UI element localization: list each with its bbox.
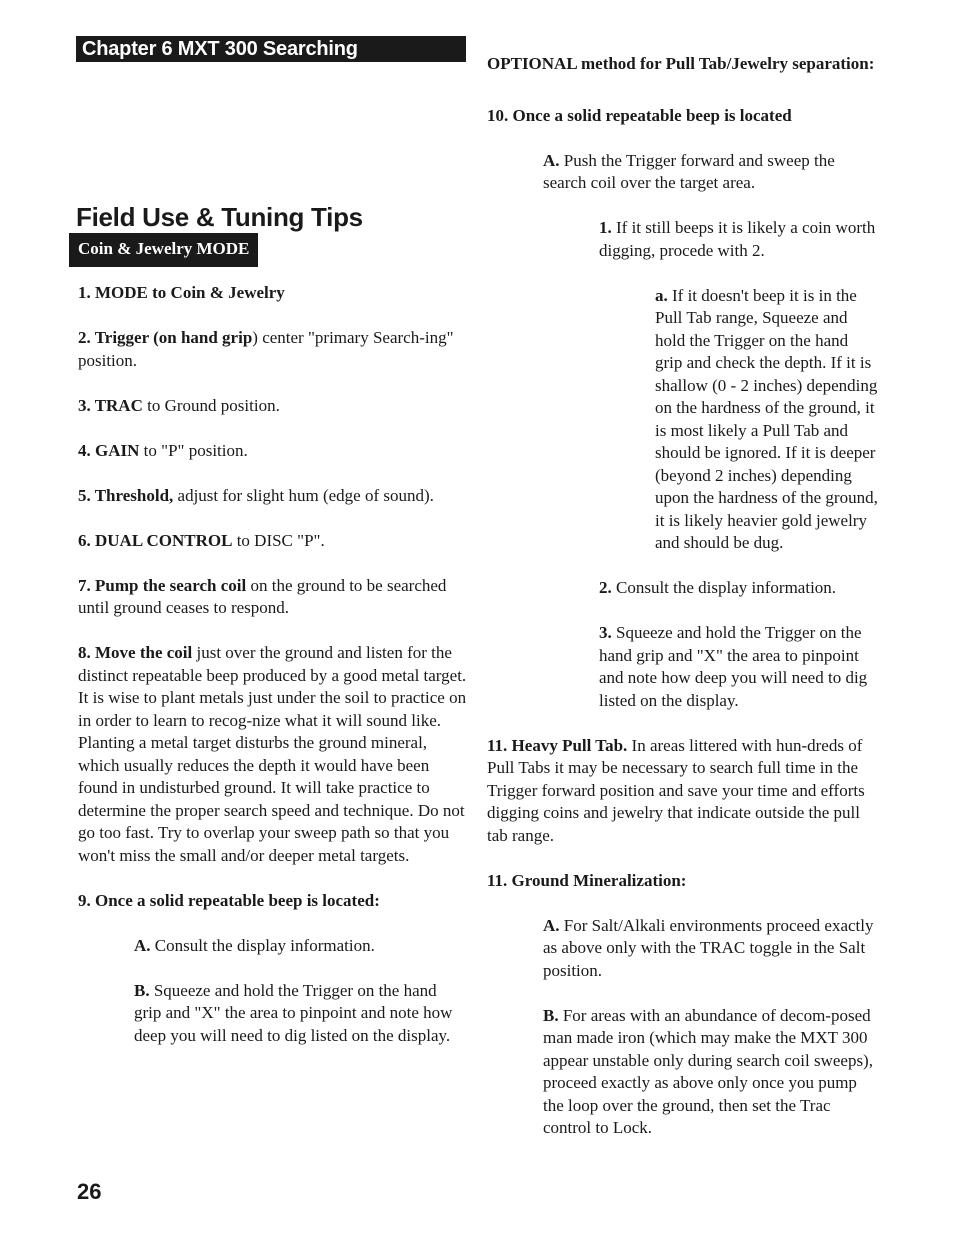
chapter-header: Chapter 6 MXT 300 Searching <box>76 36 466 62</box>
step-7-text: on the ground to be searched until ground ceases to respond. <box>78 575 447 617</box>
step-11g-a-label: A. <box>543 915 560 935</box>
optional-method-heading <box>487 53 879 76</box>
step-5-text: adjust for slight hum (edge of sound). <box>173 485 434 505</box>
step-9b-text: Squeeze and hold the Trigger on the hand grip and "X" the area to pinpoint and note how deep you will need to dig listed on the display. <box>134 980 453 1045</box>
step-11g-a <box>543 915 879 983</box>
step-10a-text: Push the Trigger forward and sweep the search coil over the target area. <box>543 150 835 192</box>
step-6-text: to DISC "P". <box>232 530 325 550</box>
step-6 <box>78 530 468 553</box>
step-1 <box>78 282 468 305</box>
step-10 <box>487 105 879 128</box>
step-10a-1a-label: a. <box>655 285 668 305</box>
step-11g-label: 11. Ground Mineralization: <box>487 870 687 890</box>
step-9a-label: A. <box>134 935 151 955</box>
step-10a-2-text: Consult the display information. <box>611 578 837 597</box>
step-4-text: to "P" position. <box>139 440 248 460</box>
step-10a-2-label: 2. <box>599 578 612 597</box>
step-11-text: In areas littered with hun-dreds of Pull Tabs it may be necessary to search full time in the Trigger forward position and save your time and efforts digging coins and jewelry that indicate outside the pull tab range. <box>487 735 865 845</box>
step-9a <box>134 935 468 958</box>
left-column <box>78 282 468 1070</box>
step-10-label: 10. Once a solid repeatable beep is located <box>487 105 792 125</box>
step-10a-2 <box>599 577 879 600</box>
step-10a-3-text: Squeeze and hold the Trigger on the hand grip and "X" the area to pinpoint and note how deep you will need to dig listed on the display. <box>599 623 868 710</box>
step-9a-text: Consult the display information. <box>150 935 375 955</box>
step-10a-1-label: 1. <box>599 218 612 237</box>
step-10a <box>543 150 879 195</box>
step-11g-b <box>543 1005 879 1140</box>
step-9b-label: B. <box>134 980 150 1000</box>
mode-badge: Coin & Jewelry MODE <box>69 233 258 267</box>
step-10a-label: A. <box>543 150 560 170</box>
step-3-label: 3. TRAC <box>78 395 143 415</box>
step-2-label: 2. Trigger (on hand grip <box>78 328 253 347</box>
optional-method-label: OPTIONAL method for Pull Tab/Jewelry separation: <box>487 54 875 73</box>
step-9-label: 9. Once a solid repeatable beep is located: <box>78 890 380 910</box>
step-11-ground-mineralization <box>487 870 879 893</box>
step-4 <box>78 440 468 463</box>
step-10a-3 <box>599 622 879 712</box>
step-11g-b-text: For areas with an abundance of decom-posed man made iron (which may make the MXT 300 appear unstable only during search coil sweeps), proceed exactly as above only once you pump the loop over the ground, then set the Trac control to Lock. <box>543 1005 873 1137</box>
step-5-label: 5. Threshold, <box>78 485 174 505</box>
step-8 <box>78 642 468 867</box>
step-11-heavy-pull-tab <box>487 735 879 848</box>
step-2-text: ) center "primary Search-ing" position. <box>78 328 454 370</box>
step-8-label: 8. Move the coil <box>78 643 193 662</box>
step-10a-1a <box>655 285 879 555</box>
right-column <box>487 53 879 1162</box>
step-11g-b-label: B. <box>543 1005 559 1025</box>
step-6-label: 6. DUAL CONTROL <box>78 530 233 550</box>
step-2 <box>78 327 468 372</box>
step-11-label: 11. Heavy Pull Tab. <box>487 735 628 755</box>
page-number: 26 <box>77 1179 102 1204</box>
step-10a-1 <box>599 217 879 262</box>
step-3 <box>78 395 468 418</box>
step-9 <box>78 890 468 913</box>
step-7-label: 7. Pump the search coil <box>78 575 247 595</box>
step-3-text: to Ground position. <box>142 395 280 415</box>
step-5 <box>78 485 468 508</box>
section-title: Field Use & Tuning Tips <box>76 202 363 232</box>
step-10a-1a-text: If it doesn't beep it is in the Pull Tab range, Squeeze and hold the Trigger on the hand grip and check the depth. If it is shallow (0 - 2 inches) depending on the hardness of the ground, it is most likely a Pull Tab and should be ignored. If it is deeper (beyond 2 inches) depending upon the hardness of the ground, it is likely heavier gold jewelry and should be dug. <box>655 285 878 552</box>
step-10a-3-label: 3. <box>599 623 612 642</box>
step-10a-1-text: If it still beeps it is likely a coin worth digging, procede with 2. <box>599 218 876 260</box>
step-1-label: 1. MODE to Coin & Jewelry <box>78 283 285 302</box>
step-7 <box>78 575 468 620</box>
step-11g-a-text: For Salt/Alkali environments proceed exactly as above only with the TRAC toggle in the Salt position. <box>543 915 874 980</box>
step-9b <box>134 980 468 1048</box>
step-4-label: 4. GAIN <box>78 440 140 460</box>
step-8-text: just over the ground and listen for the distinct repeatable beep produced by a good metal target. It is wise to plant metals just under the soil to practice on in order to learn to recog-nize what it will sound like. Planting a metal target disturbs the ground mineral, which usually reduces the depth it would have been found in undisturbed ground. It will take practice to determine the proper search speed and technique. Do not go too fast. Try to overlap your sweep path so that you won't miss the small and/or deeper metal targets. <box>78 643 467 865</box>
